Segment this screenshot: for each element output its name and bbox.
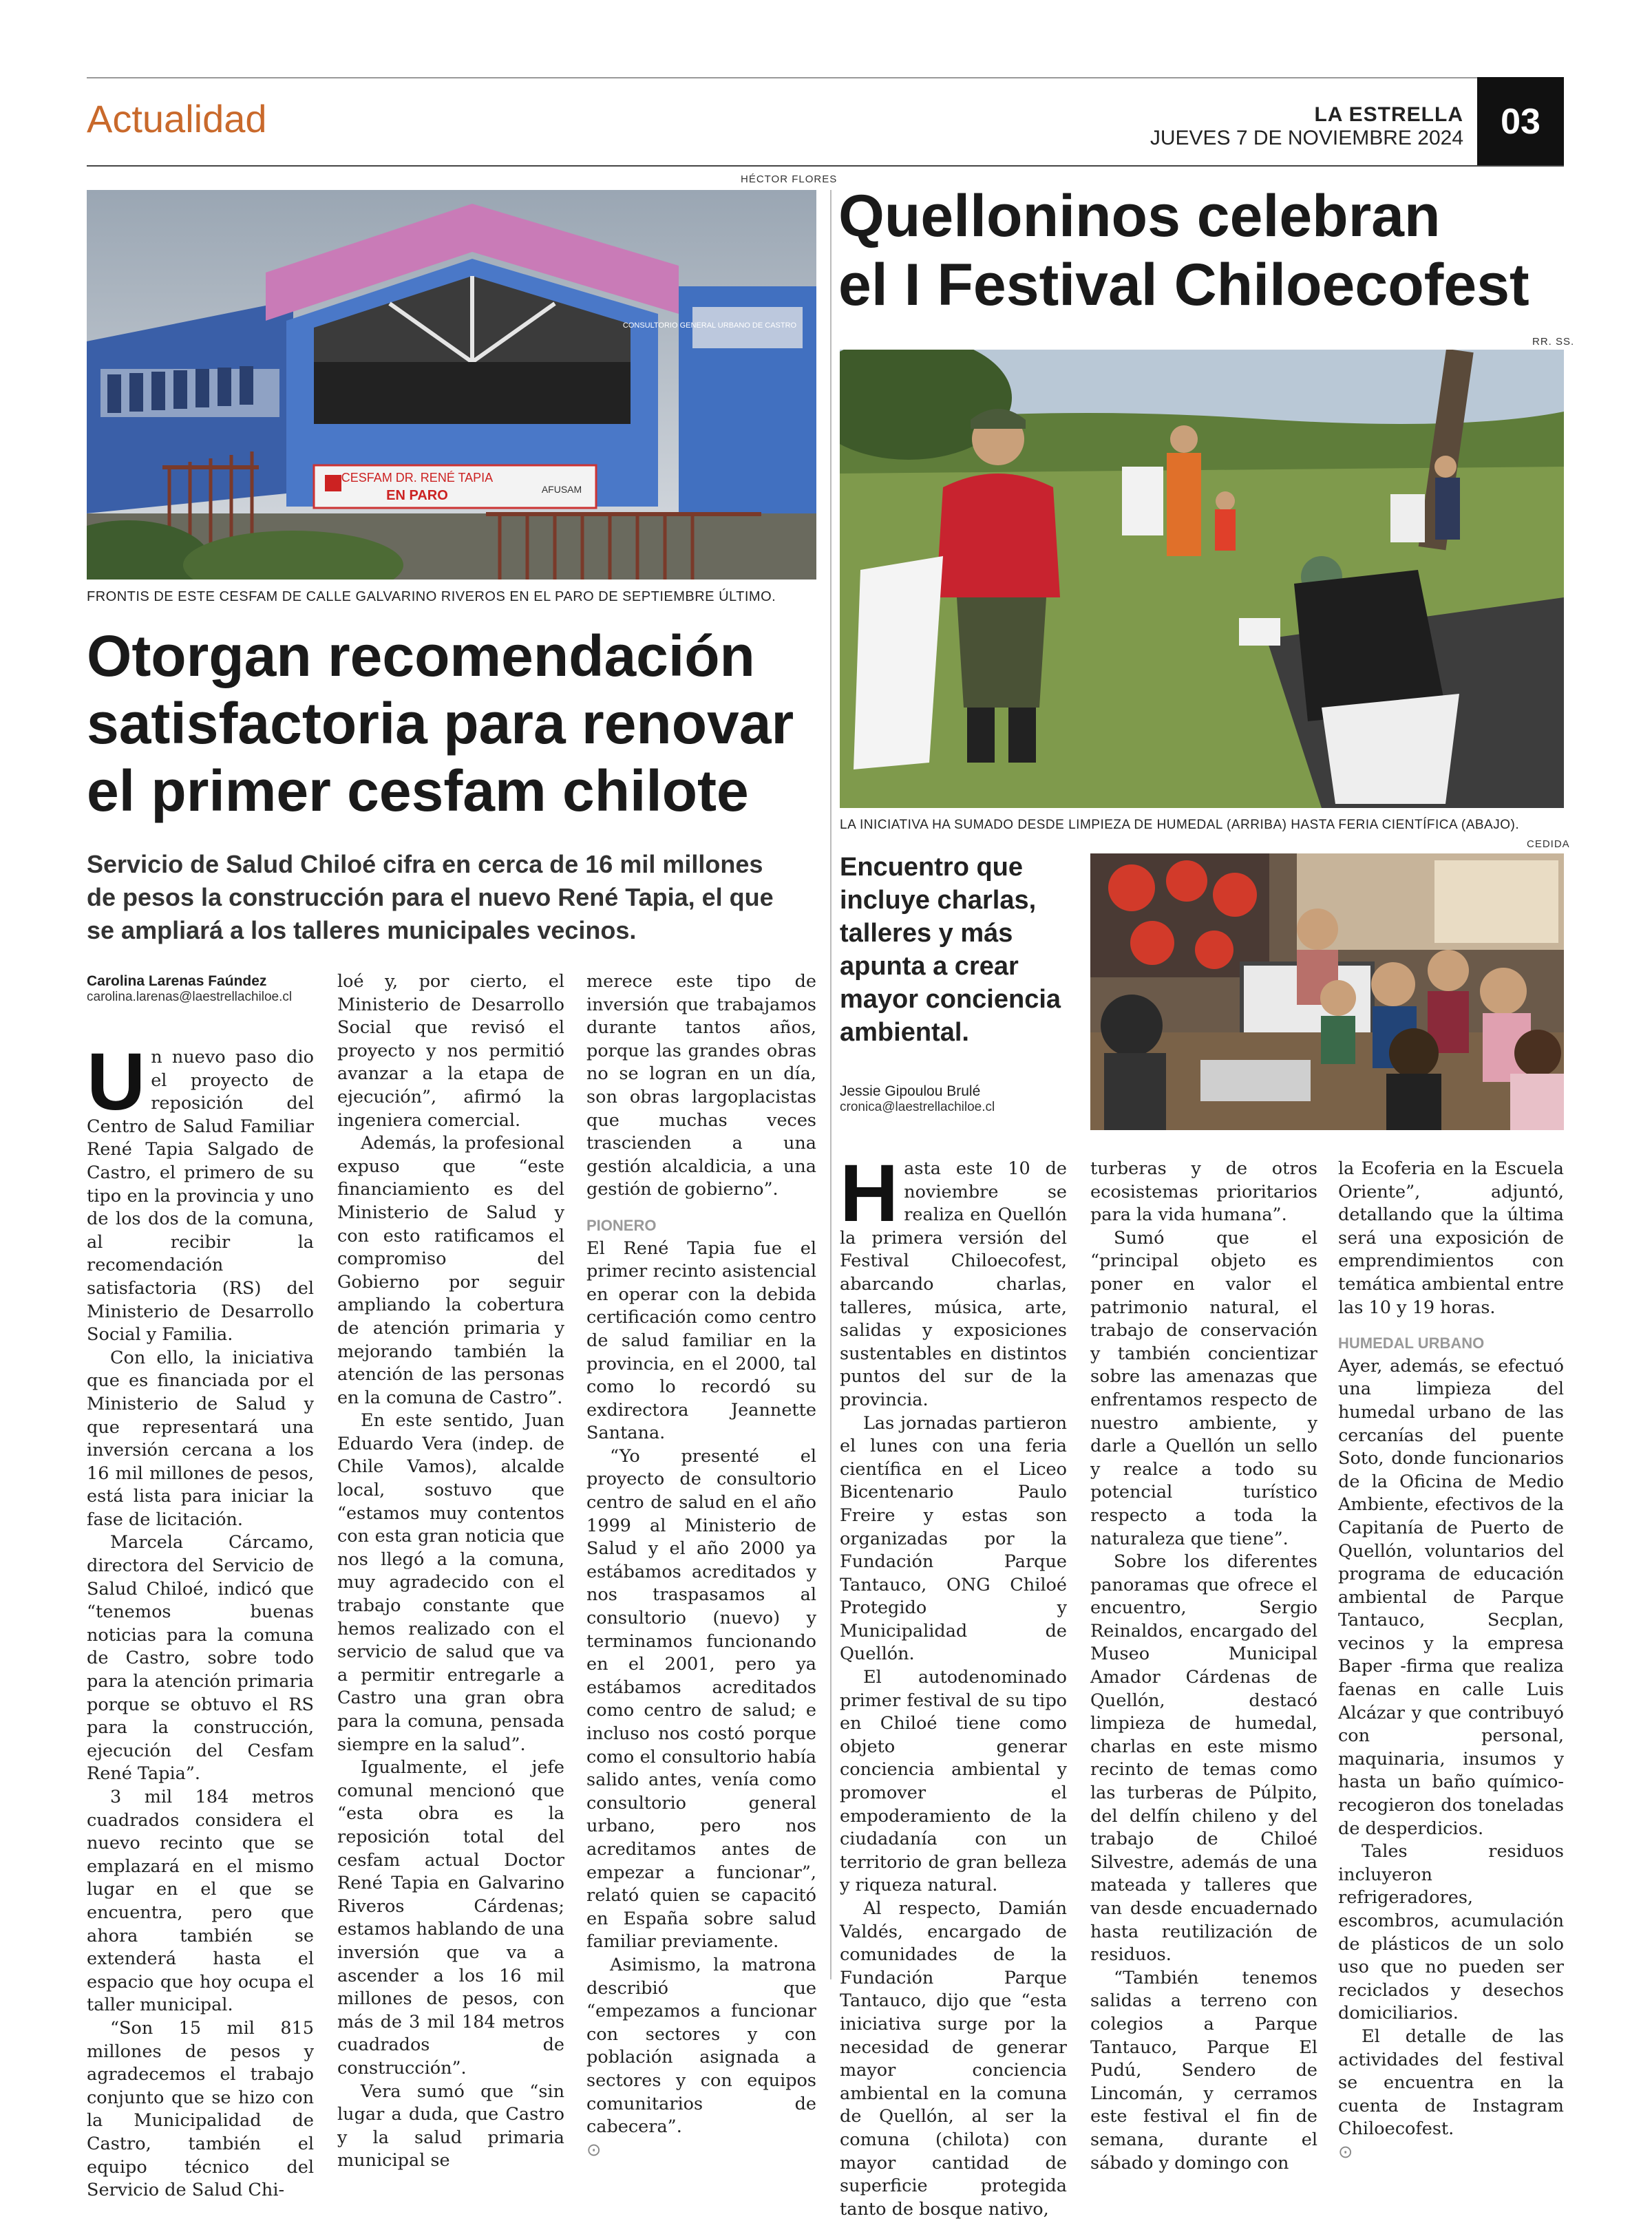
subheading: PIONERO	[586, 1216, 657, 1234]
newspaper-name: LA ESTRELLA	[1314, 103, 1463, 126]
lead-line: apunta a crear	[840, 952, 1019, 981]
drop-cap: H	[840, 1148, 899, 1239]
paragraph: loé y, por cierto, el Ministerio de Desarrollo Social que revisó el proyecto y nos permitió avanzar a la etapa de ejecución”, afirmó la ingeniera comercial.	[337, 971, 564, 1131]
paragraph: Tales residuos incluyeron refrigeradores, escombros, acumulación de plásticos de un solo uso que no pueden ser reciclados y desechos domiciliarios.	[1338, 1841, 1564, 2024]
paragraph: asta este 10 de noviembre se realiza en Quellón la primera versión del Festival Chiloecofest, abarcando charlas, talleres, música, arte, salidas y exposiciones sustentables en distintos puntos del sur de la provincia.	[840, 1158, 1067, 1410]
end-mark: ⊙	[1338, 2142, 1353, 2162]
paragraph: Ayer, además, se efectuó una limpieza del humedal urbano de las cercanías del puente Soto, donde funcionarios de la Oficina de Medio Ambiente, efectivos de la Capitanía de Puerto de Quellón, voluntarios del programa de educación ambiental de Parque Tantauco, Secplan, vecinos y la empresa Baper -firma que realiza faenas en calle Luis Alcázar y que contribuyó con personal, maquinaria, insumos y hasta un baño químico- recogieron dos toneladas de desperdicios.	[1338, 1355, 1564, 1839]
lead-line: ambiental.	[840, 1018, 969, 1047]
paragraph: Igualmente, el jefe comunal mencionó que “esta obra es la reposición total del cesfam actual Doctor René Tapia en Galvarino Riveros Cárdenas; estamos hablando de una inversión que va a ascender a los 16 mil millones de pesos, con más de 3 mil 184 metros cuadrados de construcción”.	[337, 1757, 564, 2079]
author-email[interactable]: cronica@laestrellachiloe.cl	[840, 1100, 995, 1114]
paragraph: “También tenemos salidas a terreno con colegios a Parque Tantauco, Parque El Pudú, Sendero de Lincomán, y cerramos este festival el fin de semana, durante el sábado y domingo con	[1090, 1967, 1317, 2174]
headline-line: el primer cesfam chilote	[87, 758, 749, 823]
lead-line: se ampliará a los talleres municipales vecinos.	[87, 916, 637, 944]
lead-line: Encuentro que	[840, 853, 1024, 882]
article-column-3	[586, 970, 816, 2162]
banner-text-2: EN PARO	[386, 488, 448, 503]
paragraph: Sobre los diferentes panoramas que ofrece el encuentro, Sergio Reinaldos, encargado del Museo Municipal Amador Cárdenas de Quellón, destacó limpieza de humedal, charlas en este mismo recinto de temas como las turberas de Púlpito, del delfín chileno y del trabajo de Chiloé Silvestre, además de una mateada y talleres que van desde encuadernado hasta reutilización de residuos.	[1090, 1551, 1317, 1966]
issue-date: JUEVES 7 DE NOVIEMBRE 2024	[1150, 127, 1463, 149]
article-column-2	[337, 970, 564, 2173]
paragraph: Además, la profesional expuso que “este financiamiento es del Ministerio de Salud y con esto ratificamos el compromiso del Gobierno por seguir ampliando la cobertura de atención primaria y mejorando también la atención de las personas en la comuna de Castro”.	[337, 1133, 564, 1408]
photo-caption: LA INICIATIVA HA SUMADO DESDE LIMPIEZA DE HUMEDAL (ARRIBA) HASTA FERIA CIENTÍFICA (ABAJO).	[840, 818, 1520, 832]
headline	[87, 622, 794, 825]
page-number: 03	[1477, 77, 1564, 167]
byline	[840, 1083, 995, 1115]
lead-paragraph	[87, 848, 774, 947]
paragraph: Vera sumó que “sin lugar a duda, que Castro y la salud primaria municipal se	[337, 2081, 564, 2171]
paragraph: n nuevo paso dio el proyecto de reposición del Centro de Salud Familiar René Tapia Salgado de Castro, el primero de su tipo en la provincia y uno de los dos de la comuna, al recibir la recomendación satisfactoria (RS) del Ministerio de Desarrollo Social y Familia.	[87, 1047, 314, 1346]
paragraph: El detalle de las actividades del festival se encuentra en la cuenta de Instagram Chiloecofest.	[1338, 2026, 1564, 2140]
headline-line: el I Festival Chiloecofest	[838, 252, 1529, 318]
lead-line: talleres y más	[840, 919, 1013, 948]
author-name: Jessie Gipoulou Brulé	[840, 1083, 981, 1099]
headline	[838, 182, 1529, 319]
lead-paragraph	[840, 851, 1061, 1049]
subheading: HUMEDAL URBANO	[1338, 1335, 1485, 1352]
cesfam-photo	[87, 190, 816, 580]
photo-caption: FRONTIS DE ESTE CESFAM DE CALLE GALVARINO RIVEROS EN EL PARO DE SEPTIEMBRE ÚLTIMO.	[87, 589, 776, 604]
paragraph: Marcela Cárcamo, directora del Servicio de Salud Chiloé, indicó que “tenemos buenas noticias para la comuna de Castro, sobre todo para la atención primaria porque se obtuvo el RS para la construcción, ejecución del Cesfam René Tapia”.	[87, 1532, 314, 1785]
author-email[interactable]: carolina.larenas@laestrellachiloe.cl	[87, 990, 293, 1004]
lead-line: mayor conciencia	[840, 985, 1061, 1014]
paragraph: Con ello, la iniciativa que es financiada por el Ministerio de Salud y que representará una inversión cercana a los 16 mil millones de pesos, está lista para iniciar la fase de licitación.	[87, 1347, 314, 1530]
top-rule	[87, 77, 1564, 78]
lead-line: Servicio de Salud Chiloé cifra en cerca de 16 mil millones	[87, 850, 763, 878]
science-fair-photo	[1090, 853, 1564, 1130]
end-mark: ⊙	[586, 2140, 602, 2160]
column-divider	[830, 190, 832, 1979]
paragraph: la Ecoferia en la Escuela Oriente”, adjuntó, detallando que la última será una exposición de emprendimientos con temática ambiental entre las 10 y 19 horas.	[1338, 1158, 1564, 1318]
paragraph: En este sentido, Juan Eduardo Vera (indep. de Chile Vamos), alcalde local, sostuvo que “estamos muy contentos con esta gran noticia que nos llegó a la comuna, muy agradecido con el trabajo constante que hemos realizado con el servicio de salud que va a permitir entregarle a Castro una gran obra para la comuna, pensada siempre en la salud”.	[337, 1410, 564, 1755]
paragraph: “Yo presenté el proyecto de consultorio centro de salud en el año 1999 al Ministerio de Salud y el año 2000 ya estábamos acreditados y nos traspasamos al consultorio (nuevo) y terminamos funcionando en el 2001, pero ya estábamos acreditados como centro de salud; e incluso nos costó porque como el consultorio había salido antes, venía como consultorio general urbano, pero nos acreditamos antes de empezar a funcionar”, relató quien se capacitó en España sobre salud familiar previamente.	[586, 1445, 816, 1953]
article-column-5	[1090, 1158, 1317, 2175]
paragraph: turberas y de otros ecosistemas prioritarios para la vida humana”.	[1090, 1158, 1317, 1226]
paragraph: 3 mil 184 metros cuadrados considera el nuevo recinto que se emplazará en el mismo lugar en el que se encuentra, pero que ahora también se extenderá hasta el espacio que hoy ocupa el taller municipal.	[87, 1787, 314, 2016]
photo-credit: RR. SS.	[1532, 336, 1575, 348]
banner-text-1: CESFAM DR. RENÉ TAPIA	[341, 471, 494, 485]
paragraph: “Son 15 mil 815 millones de pesos y agradecemos el trabajo conjunto que se hizo con la Municipalidad de Castro, también el equipo técnico del Servicio de Salud Chi-	[87, 2017, 314, 2201]
article-column-1	[87, 1037, 314, 2202]
paragraph: El René Tapia fue el primer recinto asistencial en operar con la debida certificación como centro de salud familiar en la provincia, en el 2000, tal como lo recordó su exdirectora Jeannette Santana.	[586, 1237, 816, 1444]
photo-credit: CEDIDA	[1527, 838, 1570, 850]
paragraph: El autodenominado primer festival de su tipo en Chiloé tiene como objeto generar conciencia ambiental y promover el empoderamiento de la ciudadanía con un territorio de gran belleza y riqueza natural.	[840, 1667, 1067, 1896]
wetland-cleanup-photo	[840, 350, 1564, 808]
building-sign: CONSULTORIO GENERAL URBANO DE CASTRO	[622, 321, 797, 330]
building-illustration	[87, 190, 816, 580]
fair-illustration	[1090, 853, 1564, 1130]
article-column-6	[1338, 1158, 1564, 2165]
cleanup-illustration	[840, 350, 1564, 808]
paragraph: Las jornadas partieron el lunes con una feria científica en el Liceo Bicentenario Paulo Freire y estas son organizadas por la Fundación Parque Tantauco, ONG Chiloé Protegido y Municipalidad de Quellón.	[840, 1412, 1067, 1665]
byline	[87, 973, 292, 1005]
photo-credit: HÉCTOR FLORES	[741, 173, 838, 185]
section-title: Actualidad	[87, 97, 267, 140]
header-rule	[87, 165, 1564, 167]
masthead	[1150, 103, 1463, 150]
paragraph: Al respecto, Damián Valdés, encargado de comunidades de la Fundación Parque Tantauco, dijo que “esta iniciativa surge por la necesidad de generar mayor conciencia ambiental en la comuna de Quellón, al ser la comuna (chilota) con mayor cantidad de superficie protegida tanto de bosque nativo,	[840, 1898, 1067, 2220]
lead-line: de pesos la construcción para el nuevo René Tapia, el que	[87, 883, 774, 911]
headline-line: Otorgan recomendación	[87, 624, 755, 688]
paragraph: Asimismo, la matrona describió que “empezamos a funcionar con sectores y con población asignada a sectores y con equipos comunitarios de cabecera”.	[586, 1954, 816, 2138]
headline-line: satisfactoria para renovar	[87, 691, 794, 756]
banner-org: AFUSAM	[541, 484, 582, 495]
lead-line: incluye charlas,	[840, 886, 1037, 915]
drop-cap: U	[87, 1037, 146, 1127]
article-column-4	[840, 1148, 1067, 2221]
paragraph: merece este tipo de inversión que trabajamos durante tantos años, porque las grandes obras no se logran en un día, son obras largoplacistas que muchas veces trascienden a una gestión alcaldicia, a una gestión de gobierno”.	[586, 971, 816, 1200]
paragraph: Sumó que el “principal objeto es poner en valor el patrimonio natural, el trabajo de conservación y también concientizar sobre las amenazas que enfrentamos respecto de nuestro ambiente, y darle a Quellón un sello y realce a todo su potencial turístico respecto a toda la naturaleza que tiene”.	[1090, 1227, 1317, 1549]
headline-line: Quelloninos celebran	[838, 183, 1441, 249]
author-name: Carolina Larenas Faúndez	[87, 973, 267, 989]
